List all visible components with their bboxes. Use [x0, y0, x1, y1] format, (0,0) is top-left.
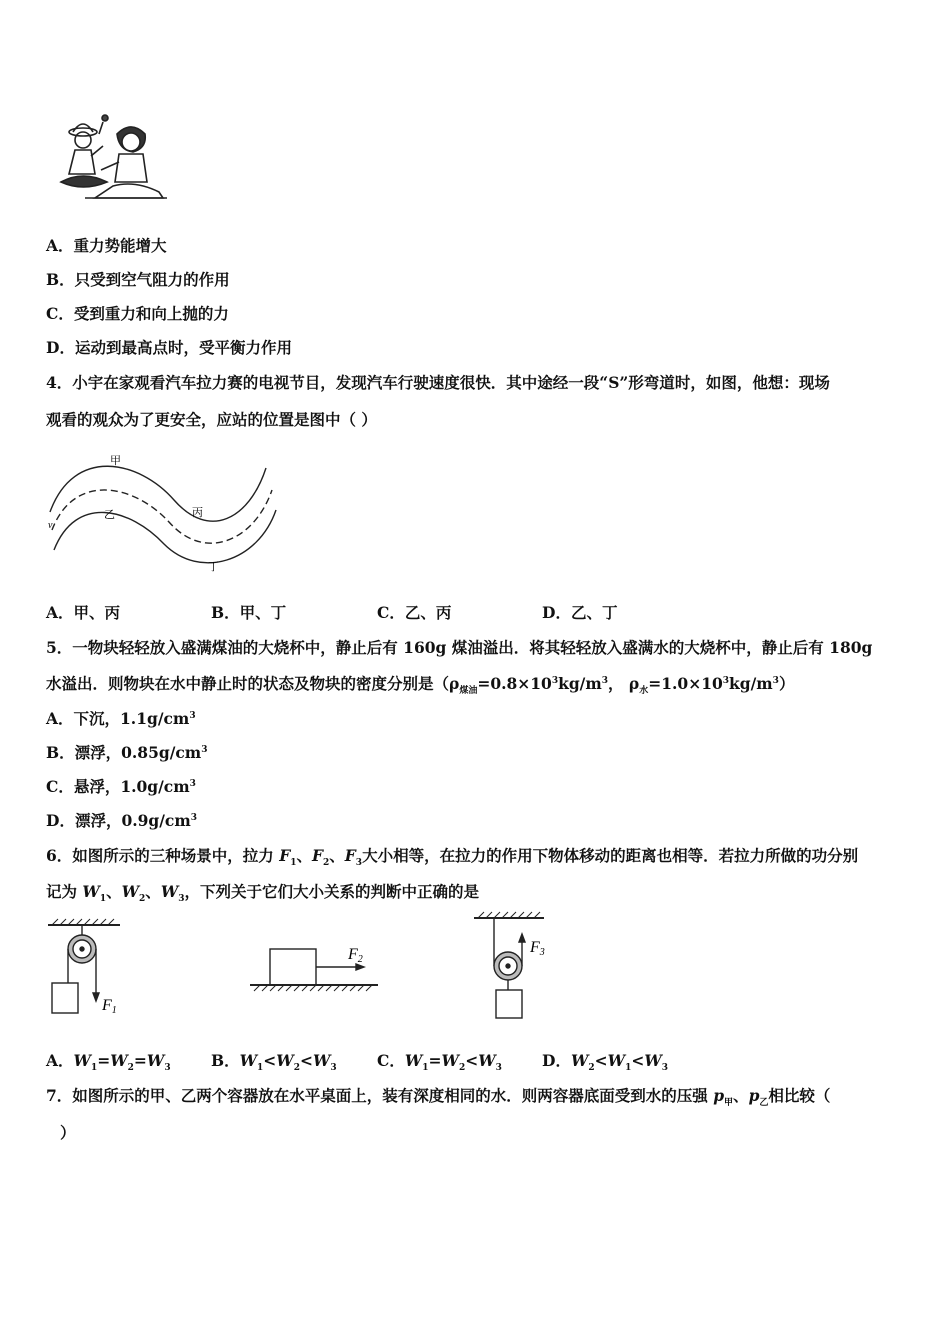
f3-label: F3 — [530, 939, 545, 958]
q6-stem-line1: 6．如图所示的三种场景中，拉力 $F_1$、$F_2$、$F_3$大小相等，在拉力的作用下物体移动的距离也相等．若拉力所做的功分别 — [46, 846, 859, 869]
q5-option-a: A．下沉，$1.1g/cm^3$ — [46, 709, 196, 728]
q3-option-c: C．受到重力和向上抛的力 — [46, 304, 229, 323]
fixed-pulley-figure — [44, 915, 134, 1025]
q5-option-c: C．悬浮，$1.0g/cm^3$ — [46, 777, 196, 796]
q6-option-a: A．$W_1=W_2=W_3$ — [46, 1051, 171, 1074]
q5-stem-line2: 水溢出．则物块在水中静止时的状态及物块的密度分别是（$\rho_{煤油}=0.8\times 10^3kg/m^3$， $\rho_水=1.0\times 10^3kg/m^3$） — [46, 674, 795, 697]
fig-label-jia: 甲 — [110, 455, 121, 467]
horizontal-pull-figure — [244, 935, 384, 1005]
q3-option-b: B．只受到空气阻力的作用 — [46, 270, 230, 289]
children-illustration — [55, 112, 170, 202]
fig-label-v: v — [48, 520, 53, 531]
q6-option-c: C．$W_1=W_2<W_3$ — [377, 1051, 502, 1074]
fig-label-ding: 丁 — [208, 561, 219, 573]
q5-stem-line1: 5．一物块轻轻放入盛满煤油的大烧杯中，静止后有 160g 煤油溢出．将其轻轻放入盛满水的大烧杯中，静止后有 180g — [46, 638, 873, 657]
q5-option-b: B．漂浮，$0.85g/cm^3$ — [46, 743, 208, 762]
q6-stem-line2: 记为 $W_1$、$W_2$、$W_3$，下列关于它们大小关系的判断中正确的是 — [46, 882, 480, 905]
q4-option-c: C．乙、丙 — [377, 603, 452, 622]
q4-option-b: B．甲、丁 — [211, 603, 287, 622]
q4-stem-line2: 观看的观众为了更安全，应站的位置是图中（ ） — [46, 410, 377, 429]
q6-option-b: B．$W_1<W_2<W_3$ — [211, 1051, 337, 1074]
q6-option-d: D．$W_2<W_1<W_3$ — [542, 1051, 669, 1074]
f2-label: F2 — [348, 946, 363, 965]
f1-label: F1 — [102, 997, 117, 1016]
q7-stem-line2: ） — [60, 1123, 76, 1142]
s-curve-road-figure — [44, 450, 280, 575]
q4-option-d: D．乙、丁 — [542, 603, 618, 622]
q7-stem-line1: 7．如图所示的甲、乙两个容器放在水平桌面上，装有深度相同的水．则两容器底面受到水的压强 $p_甲$、$p_乙$相比较（ — [46, 1086, 831, 1109]
q3-option-a: A．重力势能增大 — [46, 236, 167, 255]
q3-option-d: D．运动到最高点时，受平衡力作用 — [46, 338, 292, 357]
q5-option-d: D．漂浮，$0.9g/cm^3$ — [46, 811, 198, 830]
fig-label-bing: 丙 — [192, 507, 203, 519]
q4-option-a: A．甲、丙 — [46, 603, 121, 622]
movable-pulley-figure — [470, 908, 560, 1028]
q4-stem-line1: 4．小宇在家观看汽车拉力赛的电视节目，发现汽车行驶速度很快．其中途经一段“S”形弯道时，如图，他想：现场 — [46, 373, 830, 392]
fig-label-yi: 乙 — [104, 509, 115, 521]
